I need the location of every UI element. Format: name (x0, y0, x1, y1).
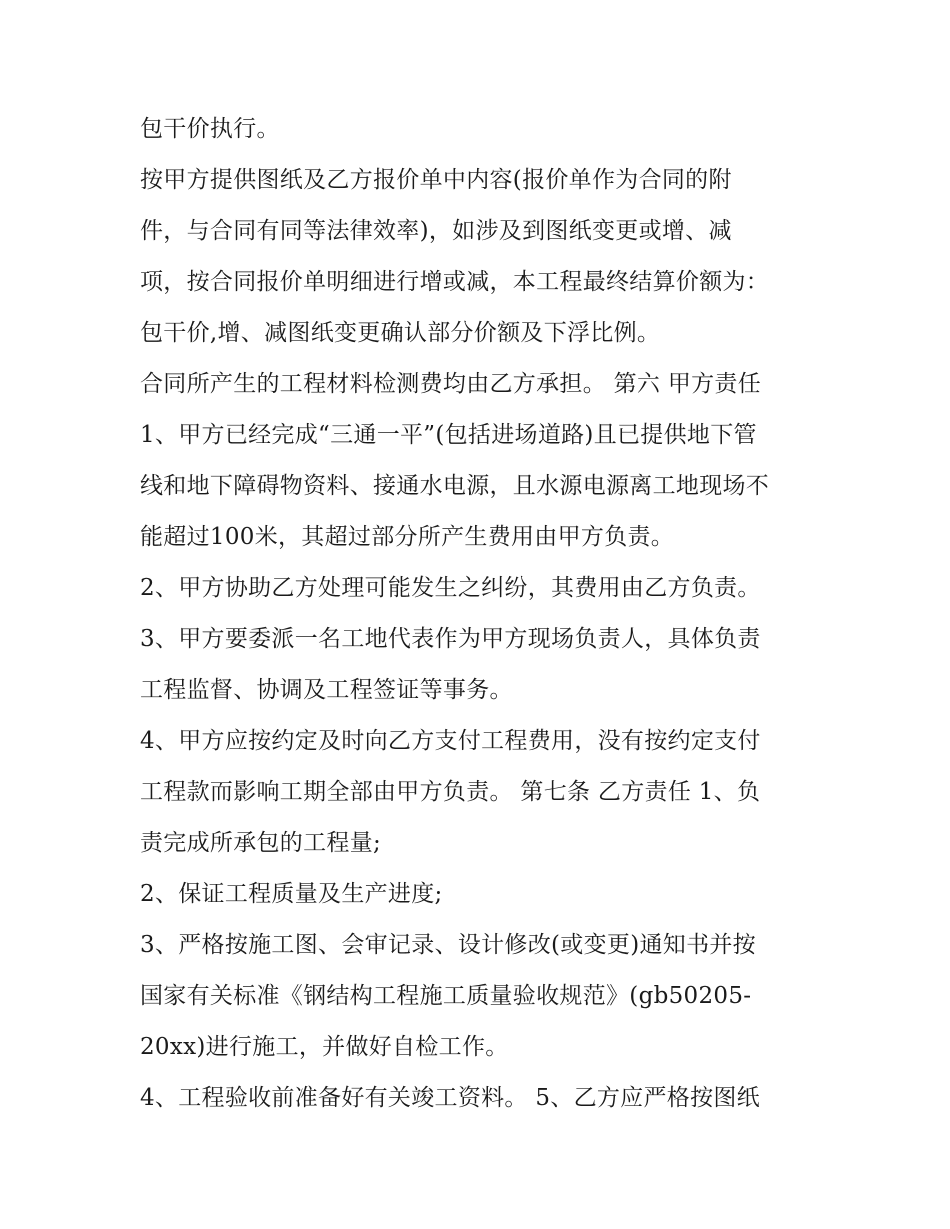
text-line: 2、保证工程质量及生产进度; (140, 881, 443, 907)
text-line: 3、甲方要委派一名工地代表作为甲方现场负责人，具体负责 (140, 626, 761, 652)
text-line: 4、工程验收前准备好有关竣工资料。 5、乙方应严格按图纸 (140, 1085, 760, 1111)
text-line: 包干价,增、减图纸变更确认部分价额及下浮比例。 (140, 320, 661, 346)
text-line: 按甲方提供图纸及乙方报价单中内容(报价单作为合同的附 (140, 167, 732, 193)
text-line: 20xx)进行施工，并做好自检工作。 (140, 1034, 509, 1060)
text-line: 合同所产生的工程材料检测费均由乙方承担。 第六 甲方责任 (140, 371, 762, 397)
text-line: 工程款而影响工期全部由甲方负责。 第七条 乙方责任 1、负 (140, 779, 761, 805)
text-line: 4、甲方应按约定及时向乙方支付工程费用，没有按约定支付 (140, 728, 761, 754)
text-line: 包干价执行。 (140, 116, 280, 142)
text-line: 项，按合同报价单明细进行增或减，本工程最终结算价额为： (140, 269, 770, 295)
text-line: 责完成所承包的工程量; (140, 830, 382, 856)
text-line: 2、甲方协助乙方处理可能发生之纠纷，其费用由乙方负责。 (140, 575, 761, 601)
text-line: 工程监督、协调及工程签证等事务。 (140, 677, 513, 703)
text-line: 3、严格按施工图、会审记录、设计修改(或变更)通知书并按 (140, 932, 756, 958)
text-line: 国家有关标准《钢结构工程施工质量验收规范》(gb50205- (140, 983, 752, 1009)
document-body (140, 108, 830, 1128)
text-line: 线和地下障碍物资料、接通水电源，且水源电源离工地现场不 (140, 473, 770, 499)
text-line: 能超过100米，其超过部分所产生费用由甲方负责。 (140, 524, 675, 550)
text-line: 1、甲方已经完成“三通一平”(包括进场道路)且已提供地下管 (140, 422, 757, 448)
text-line: 件，与合同有同等法律效率)，如涉及到图纸变更或增、减 (140, 218, 732, 244)
